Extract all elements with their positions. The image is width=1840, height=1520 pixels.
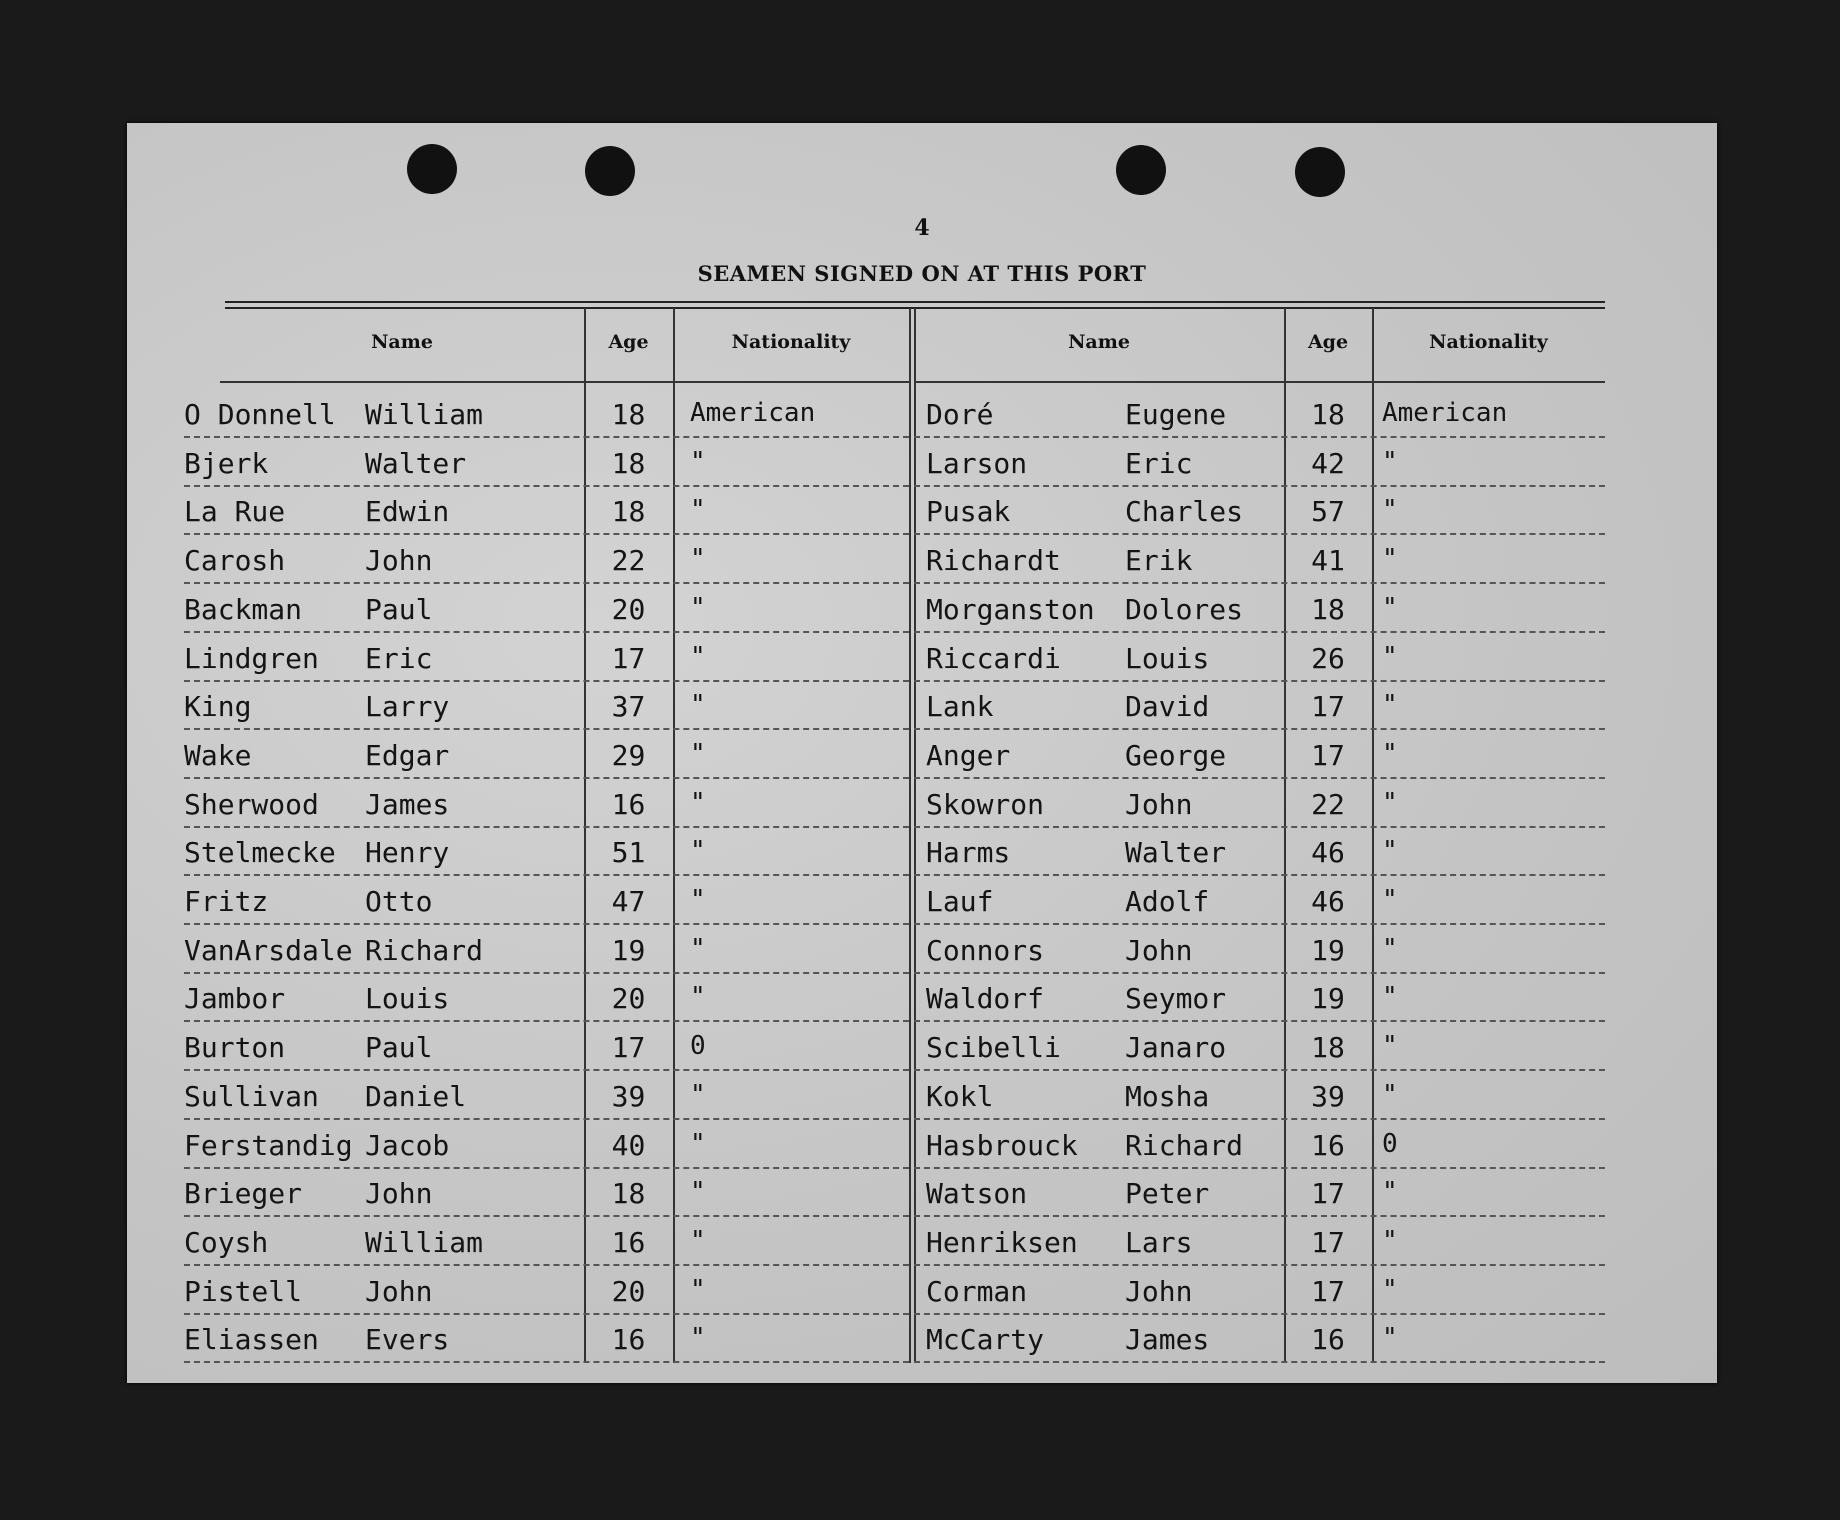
right-age: 18 <box>1311 1031 1345 1065</box>
left-surname: Eliassen <box>184 1323 319 1357</box>
right-given-name: Peter <box>1125 1177 1210 1211</box>
left-surname: Backman <box>184 592 303 626</box>
right-age: 46 <box>1311 836 1345 870</box>
row-rule <box>914 1020 1605 1022</box>
right-age: 17 <box>1311 1177 1345 1211</box>
left-age: 19 <box>611 933 646 967</box>
row-rule <box>184 1069 909 1071</box>
row-rule <box>184 1264 909 1266</box>
left-nationality: " <box>690 1079 706 1110</box>
left-nationality: " <box>690 1323 706 1354</box>
right-surname: Watson <box>926 1177 1028 1211</box>
left-surname: La Rue <box>184 495 286 529</box>
right-nationality: " <box>1382 836 1398 867</box>
left-given-name: Edgar <box>365 738 450 772</box>
left-nationality: " <box>690 592 706 623</box>
row-rule <box>184 777 909 779</box>
left-given-name: Daniel <box>365 1079 467 1113</box>
right-age: 46 <box>1311 885 1345 918</box>
left-given-name: Paul <box>365 1031 433 1065</box>
right-surname: Lank <box>926 690 994 724</box>
right-surname: Kokl <box>926 1079 994 1113</box>
row-rule <box>184 874 909 876</box>
row-rule <box>184 1020 909 1022</box>
right-age: 17 <box>1311 1225 1345 1259</box>
left-surname: Sherwood <box>184 787 319 821</box>
row-rule <box>184 826 909 828</box>
left-age: 51 <box>611 836 646 870</box>
left-given-name: Jacob <box>365 1128 450 1162</box>
left-age: 20 <box>611 1274 646 1308</box>
header-rule <box>914 381 1605 383</box>
left-age: 17 <box>611 1031 646 1065</box>
right-surname: Anger <box>926 738 1011 772</box>
header-name-right: Name <box>1068 331 1130 353</box>
right-nationality: " <box>1382 544 1398 575</box>
left-given-name: Louis <box>365 982 450 1016</box>
row-rule <box>914 485 1605 487</box>
right-nationality: " <box>1382 885 1398 915</box>
left-nationality: " <box>690 1177 706 1208</box>
right-age: 41 <box>1311 544 1345 578</box>
row-rule <box>914 923 1605 925</box>
right-age: 18 <box>1311 398 1345 431</box>
left-given-name: John <box>365 1274 433 1308</box>
right-surname: Henriksen <box>926 1225 1078 1259</box>
right-given-name: Seymor <box>1125 982 1227 1016</box>
right-surname: Doré <box>926 398 994 431</box>
right-surname: Skowron <box>926 787 1045 821</box>
left-nationality: " <box>690 787 706 818</box>
left-surname: Fritz <box>184 885 269 918</box>
left-nationality: " <box>690 495 706 526</box>
left-age: 16 <box>611 1225 646 1259</box>
right-given-name: George <box>1125 738 1227 772</box>
left-surname: Brieger <box>184 1177 303 1211</box>
punch-hole <box>407 144 457 194</box>
row-rule <box>184 1167 909 1169</box>
right-age: 22 <box>1311 787 1345 821</box>
right-surname: Richardt <box>926 544 1061 578</box>
header-nationality-left: Nationality <box>731 331 851 353</box>
right-nationality: " <box>1382 1177 1398 1208</box>
right-nationality: " <box>1382 1079 1398 1110</box>
right-age: 16 <box>1311 1128 1345 1162</box>
column-divider <box>1372 308 1374 1363</box>
left-age: 18 <box>611 398 646 431</box>
left-nationality: " <box>690 446 706 477</box>
row-rule <box>914 680 1605 682</box>
left-nationality: 0 <box>690 1031 706 1062</box>
right-nationality: " <box>1382 1225 1398 1256</box>
right-surname: Hasbrouck <box>926 1128 1078 1162</box>
left-surname: Pistell <box>184 1274 303 1308</box>
left-age: 20 <box>611 592 646 626</box>
left-age: 18 <box>611 495 646 529</box>
left-given-name: Evers <box>365 1323 450 1357</box>
right-nationality: American <box>1382 398 1508 428</box>
row-rule <box>914 777 1605 779</box>
right-age: 39 <box>1311 1079 1345 1113</box>
row-rule <box>914 1264 1605 1266</box>
right-given-name: Erik <box>1125 544 1193 578</box>
right-given-name: Dolores <box>1125 592 1244 626</box>
row-rule <box>184 582 909 584</box>
left-nationality: " <box>690 641 706 672</box>
row-rule <box>184 728 909 730</box>
column-divider <box>914 308 916 1363</box>
left-given-name: Paul <box>365 592 433 626</box>
right-given-name: Walter <box>1125 836 1227 870</box>
left-given-name: William <box>365 398 484 431</box>
right-nationality: " <box>1382 982 1398 1013</box>
right-age: 19 <box>1311 982 1345 1016</box>
punch-hole <box>1295 147 1345 197</box>
row-rule <box>184 680 909 682</box>
left-given-name: Edwin <box>365 495 450 529</box>
right-surname: Larson <box>926 446 1028 480</box>
column-divider <box>673 308 675 1363</box>
left-surname: Jambor <box>184 982 286 1016</box>
right-nationality: 0 <box>1382 1128 1398 1159</box>
right-age: 17 <box>1311 738 1345 772</box>
right-age: 26 <box>1311 641 1345 675</box>
right-given-name: James <box>1125 1323 1210 1357</box>
right-given-name: Eric <box>1125 446 1193 480</box>
header-name-left: Name <box>371 331 433 353</box>
row-rule <box>914 826 1605 828</box>
right-age: 42 <box>1311 446 1345 480</box>
left-nationality: American <box>690 398 816 428</box>
row-rule <box>914 1313 1605 1315</box>
right-surname: Riccardi <box>926 641 1061 675</box>
row-rule <box>184 436 909 438</box>
row-rule <box>184 485 909 487</box>
left-age: 16 <box>611 1323 646 1357</box>
row-rule <box>914 1167 1605 1169</box>
left-nationality: " <box>690 738 706 769</box>
right-given-name: Janaro <box>1125 1031 1227 1065</box>
right-given-name: John <box>1125 787 1193 821</box>
left-given-name: John <box>365 1177 433 1211</box>
right-surname: Harms <box>926 836 1011 870</box>
left-given-name: Otto <box>365 885 433 918</box>
right-surname: McCarty <box>926 1323 1045 1357</box>
right-given-name: Mosha <box>1125 1079 1210 1113</box>
row-rule <box>914 728 1605 730</box>
right-given-name: Louis <box>1125 641 1210 675</box>
left-given-name: Henry <box>365 836 450 870</box>
header-rule <box>220 381 909 383</box>
left-age: 39 <box>611 1079 646 1113</box>
left-age: 29 <box>611 738 646 772</box>
left-age: 17 <box>611 641 646 675</box>
form-title: SEAMEN SIGNED ON AT THIS PORT <box>697 261 1147 286</box>
right-age: 57 <box>1311 495 1345 529</box>
row-rule <box>914 631 1605 633</box>
row-rule <box>914 1069 1605 1071</box>
left-surname: VanArsdale <box>184 933 353 967</box>
left-age: 47 <box>611 885 646 918</box>
right-surname: Connors <box>926 933 1045 967</box>
left-age: 40 <box>611 1128 646 1162</box>
right-nationality: " <box>1382 933 1398 964</box>
right-nationality: " <box>1382 690 1398 721</box>
left-surname: O Donnell <box>184 398 336 431</box>
row-rule <box>184 631 909 633</box>
right-surname: Scibelli <box>926 1031 1061 1065</box>
left-age: 20 <box>611 982 646 1016</box>
row-rule <box>184 1313 909 1315</box>
left-given-name: Larry <box>365 690 450 724</box>
left-surname: Burton <box>184 1031 286 1065</box>
right-surname: Morganston <box>926 592 1095 626</box>
punch-hole <box>585 146 635 196</box>
left-surname: Sullivan <box>184 1079 319 1113</box>
right-nationality: " <box>1382 641 1398 672</box>
row-rule <box>914 972 1605 974</box>
left-surname: Stelmecke <box>184 836 336 870</box>
row-rule <box>184 1215 909 1217</box>
right-age: 18 <box>1311 592 1345 626</box>
row-rule <box>914 533 1605 535</box>
title-rule <box>225 301 1605 303</box>
right-age: 17 <box>1311 1274 1345 1308</box>
left-given-name: William <box>365 1225 484 1259</box>
left-given-name: Eric <box>365 641 433 675</box>
row-rule <box>914 436 1605 438</box>
left-nationality: " <box>690 982 706 1013</box>
right-surname: Corman <box>926 1274 1028 1308</box>
row-rule <box>184 972 909 974</box>
left-surname: King <box>184 690 252 724</box>
row-rule <box>184 923 909 925</box>
row-rule <box>184 533 909 535</box>
right-nationality: " <box>1382 446 1398 477</box>
header-age-left: Age <box>608 331 649 353</box>
left-nationality: " <box>690 885 706 915</box>
row-rule <box>914 874 1605 876</box>
right-given-name: David <box>1125 690 1210 724</box>
row-rule <box>184 1118 909 1120</box>
left-surname: Bjerk <box>184 446 269 480</box>
right-surname: Lauf <box>926 885 994 918</box>
right-given-name: Charles <box>1125 495 1244 529</box>
left-given-name: James <box>365 787 450 821</box>
row-rule <box>914 1118 1605 1120</box>
right-given-name: Lars <box>1125 1225 1193 1259</box>
right-nationality: " <box>1382 1031 1398 1062</box>
header-age-right: Age <box>1307 331 1349 353</box>
left-surname: Wake <box>184 738 252 772</box>
right-surname: Pusak <box>926 495 1011 529</box>
right-age: 16 <box>1311 1323 1345 1357</box>
right-nationality: " <box>1382 592 1398 623</box>
right-nationality: " <box>1382 738 1398 769</box>
page-number: 4 <box>914 215 930 241</box>
left-nationality: " <box>690 690 706 721</box>
right-age: 19 <box>1311 933 1345 967</box>
left-age: 16 <box>611 787 646 821</box>
left-surname: Carosh <box>184 544 286 578</box>
right-given-name: John <box>1125 933 1193 967</box>
right-surname: Waldorf <box>926 982 1045 1016</box>
column-divider <box>909 308 911 1363</box>
left-surname: Coysh <box>184 1225 269 1259</box>
left-nationality: " <box>690 836 706 867</box>
left-nationality: " <box>690 1128 706 1159</box>
left-age: 37 <box>611 690 646 724</box>
left-given-name: Richard <box>365 933 484 967</box>
left-age: 18 <box>611 1177 646 1211</box>
row-rule <box>184 1361 909 1363</box>
left-given-name: Walter <box>365 446 467 480</box>
right-given-name: Richard <box>1125 1128 1244 1162</box>
right-age: 17 <box>1311 690 1345 724</box>
right-given-name: Eugene <box>1125 398 1227 431</box>
left-given-name: John <box>365 544 433 578</box>
left-nationality: " <box>690 1274 706 1305</box>
left-nationality: " <box>690 933 706 964</box>
punch-hole <box>1116 145 1166 195</box>
left-age: 22 <box>611 544 646 578</box>
left-nationality: " <box>690 1225 706 1256</box>
right-nationality: " <box>1382 1323 1398 1354</box>
row-rule <box>914 582 1605 584</box>
manifest-page <box>127 123 1717 1383</box>
right-nationality: " <box>1382 1274 1398 1305</box>
right-nationality: " <box>1382 787 1398 818</box>
left-nationality: " <box>690 544 706 575</box>
left-surname: Lindgren <box>184 641 319 675</box>
left-surname: Ferstandig <box>184 1128 353 1162</box>
header-nationality-right: Nationality <box>1429 331 1548 353</box>
row-rule <box>914 1361 1605 1363</box>
row-rule <box>914 1215 1605 1217</box>
right-given-name: John <box>1125 1274 1193 1308</box>
left-age: 18 <box>611 446 646 480</box>
right-nationality: " <box>1382 495 1398 526</box>
right-given-name: Adolf <box>1125 885 1210 918</box>
